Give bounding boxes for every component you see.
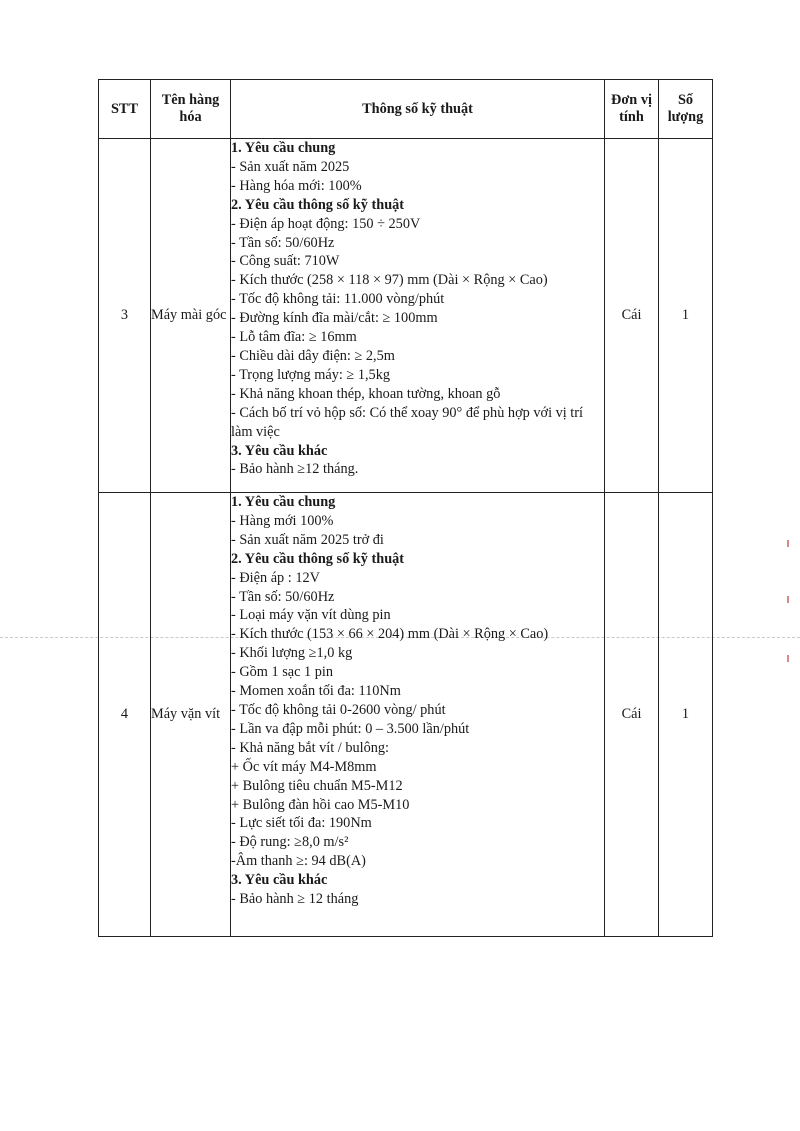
spec-line: - Sản xuất năm 2025 [231, 158, 350, 175]
table-row [99, 493, 713, 937]
row-spec [231, 139, 605, 493]
table-header-row [99, 80, 713, 139]
spec-line: - Hàng mới 100% [231, 512, 334, 529]
spec-line: - Momen xoắn tối đa: 110Nm [231, 683, 401, 700]
row-item-name: Máy mài góc [151, 139, 231, 493]
spec-line: - Chiều dài dây điện: ≥ 2,5m [231, 347, 395, 364]
row-unit: Cái [605, 139, 659, 493]
spec-line: - Lực siết tối đa: 190Nm [231, 815, 372, 832]
row-unit: Cái [605, 493, 659, 937]
row-quantity: 1 [659, 493, 713, 937]
spec-line: + Bulông đàn hồi cao M5-M10 [231, 796, 410, 813]
row-stt: 3 [99, 139, 151, 493]
table-row [99, 139, 713, 493]
spec-line: - Hàng hóa mới: 100% [231, 177, 362, 194]
spec-heading: 3. Yêu cầu khác [231, 872, 328, 889]
spec-heading: 2. Yêu cầu thông số kỹ thuật [231, 196, 405, 213]
row-quantity: 1 [659, 139, 713, 493]
spec-line: - Lỗ tâm đĩa: ≥ 16mm [231, 329, 357, 346]
spec-line: - Bảo hành ≥ 12 tháng [231, 891, 359, 908]
spec-heading: 1. Yêu cầu chung [231, 494, 336, 510]
spec-line: - Cách bố trí vỏ hộp số: Có thể xoay 90° để phù hợp với vị trí làm việc [231, 404, 584, 440]
spec-line: - Khả năng khoan thép, khoan tường, khoan gỗ [231, 385, 501, 402]
spec-line: -Âm thanh ≥: 94 dB(A) [231, 853, 366, 870]
spec-line: - Khả năng bắt vít / bulông: [231, 739, 390, 756]
header-unit: Đơn vị tính [605, 80, 659, 139]
spec-line: - Điện áp hoạt động: 150 ÷ 250V [231, 215, 421, 232]
spec-line: + Bulông tiêu chuẩn M5-M12 [231, 777, 403, 794]
scan-mark [787, 655, 789, 662]
row-stt: 4 [99, 493, 151, 937]
spec-line: - Bảo hành ≥12 tháng. [231, 461, 359, 478]
spec-line: - Điện áp : 12V [231, 569, 320, 586]
spec-line: - Tốc độ không tải: 11.000 vòng/phút [231, 291, 445, 308]
spec-line: - Độ rung: ≥8,0 m/s² [231, 834, 349, 851]
spec-line: - Lần va đập mỗi phút: 0 – 3.500 lần/phút [231, 720, 470, 737]
spec-line: - Loại máy vặn vít dùng pin [231, 607, 391, 624]
scan-mark [787, 540, 789, 547]
spec-line: - Đường kính đĩa mài/cắt: ≥ 100mm [231, 310, 438, 327]
header-item-name: Tên hàng hóa [151, 80, 231, 139]
spec-line: - Tần số: 50/60Hz [231, 234, 335, 251]
spec-line: - Sản xuất năm 2025 trở đi [231, 531, 384, 548]
spec-heading: 1. Yêu cầu chung [231, 140, 336, 156]
row-spec [231, 493, 605, 937]
spec-line: - Khối lượng ≥1,0 kg [231, 645, 353, 662]
spec-line: - Trọng lượng máy: ≥ 1,5kg [231, 366, 390, 383]
header-quantity: Số lượng [659, 80, 713, 139]
spec-table [98, 79, 713, 937]
spec-line: - Kích thước (258 × 118 × 97) mm (Dài × Rộng × Cao) [231, 272, 548, 289]
row-item-name: Máy vặn vít [151, 493, 231, 937]
spec-line: - Gồm 1 sạc 1 pin [231, 664, 334, 681]
spec-heading: 2. Yêu cầu thông số kỹ thuật [231, 550, 405, 567]
spec-line: - Kích thước (153 × 66 × 204) mm (Dài × Rộng × Cao) [231, 626, 549, 643]
header-spec: Thông số kỹ thuật [231, 80, 605, 139]
header-stt: STT [99, 80, 151, 139]
spec-line: + Ốc vít máy M4-M8mm [231, 758, 377, 775]
spec-line: - Công suất: 710W [231, 253, 340, 270]
scan-mark [787, 596, 789, 603]
spec-line: - Tần số: 50/60Hz [231, 588, 335, 605]
spec-line: - Tốc độ không tải 0-2600 vòng/ phút [231, 701, 446, 718]
spec-heading: 3. Yêu cầu khác [231, 442, 328, 459]
